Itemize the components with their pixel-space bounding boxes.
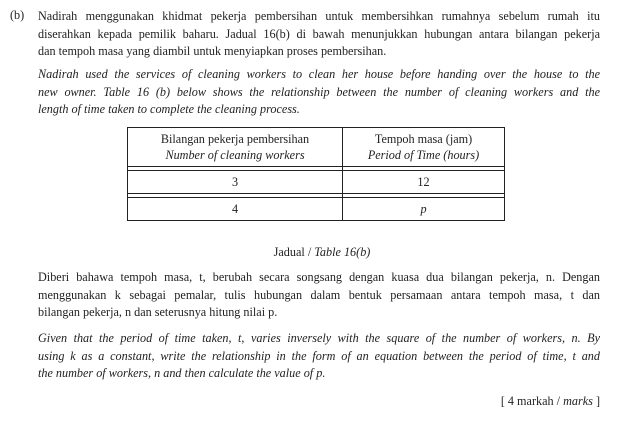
instruction-english-line: the number of workers, n and then calculate the value of p. <box>38 366 326 381</box>
time-cell: p <box>343 198 505 221</box>
time-column-header <box>343 128 505 167</box>
time-header-english: Period of Time (hours) <box>367 148 480 162</box>
table-caption-english: Table 16(b) <box>314 245 371 259</box>
workers-column-header <box>128 128 343 167</box>
table-caption-malay: Jadual / <box>273 245 315 259</box>
workers-cell: 3 <box>128 171 343 194</box>
instruction-english-line: using k as a constant, write the relationship in the form of an equation between the period of time, t and <box>38 348 600 363</box>
instruction-malay-paragraph <box>38 269 600 322</box>
question-english-line: Nadirah used the services of cleaning workers to clean her house before handing over the house to the <box>38 67 600 81</box>
marks-malay: [ 4 markah / <box>500 394 564 408</box>
marks-english: marks <box>563 394 593 408</box>
table-row <box>128 171 505 194</box>
question-label: (b) <box>10 8 25 22</box>
question-malay-line: Nadirah menggunakan khidmat pekerja pembersihan untuk membersihkan rumahnya sebelum rumah itu <box>38 9 600 23</box>
instruction-malay-line: Diberi bahawa tempoh masa, t, berubah secara songsang dengan kuasa dua bilangan pekerja, n. Dengan <box>38 270 600 284</box>
instruction-malay-line: bilangan pekerja, n dan seterusnya hitung nilai p. <box>38 305 278 320</box>
marks-allocation <box>501 394 600 409</box>
table-header-row <box>128 128 505 167</box>
table-caption <box>0 245 644 260</box>
workers-header-malay: Bilangan pekerja pembersihan <box>160 132 310 146</box>
instruction-malay-line: menggunakan k sebagai pemalar, tulis hubungan dalam bentuk persamaan antara tempoh masa, t dan <box>38 287 600 302</box>
instruction-english-paragraph <box>38 330 600 383</box>
workers-header-english: Number of cleaning workers <box>165 148 305 162</box>
time-header-malay: Tempoh masa (jam) <box>374 132 473 146</box>
instruction-english-line: Given that the period of time taken, t, varies inversely with the square of the number of workers, n. By <box>38 331 600 345</box>
question-malay-line: diserahkan kepada pemilik baharu. Jadual 16(b) di bawah menunjukkan hubungan antara bilangan pekerja <box>38 26 600 41</box>
marks-close: ] <box>592 394 600 408</box>
question-malay-line: dan tempoh masa yang diambil untuk menyiapkan proses pembersihan. <box>38 44 387 59</box>
workers-time-table <box>127 127 505 221</box>
workers-cell: 4 <box>128 198 343 221</box>
time-cell: 12 <box>343 171 505 194</box>
question-english-line: length of time taken to complete the cleaning process. <box>38 102 300 117</box>
table-row <box>128 198 505 221</box>
question-english-line: new owner. Table 16 (b) below shows the relationship between the number of cleaning workers and the <box>38 84 600 99</box>
question-malay-paragraph <box>38 8 600 61</box>
question-english-paragraph <box>38 66 600 119</box>
